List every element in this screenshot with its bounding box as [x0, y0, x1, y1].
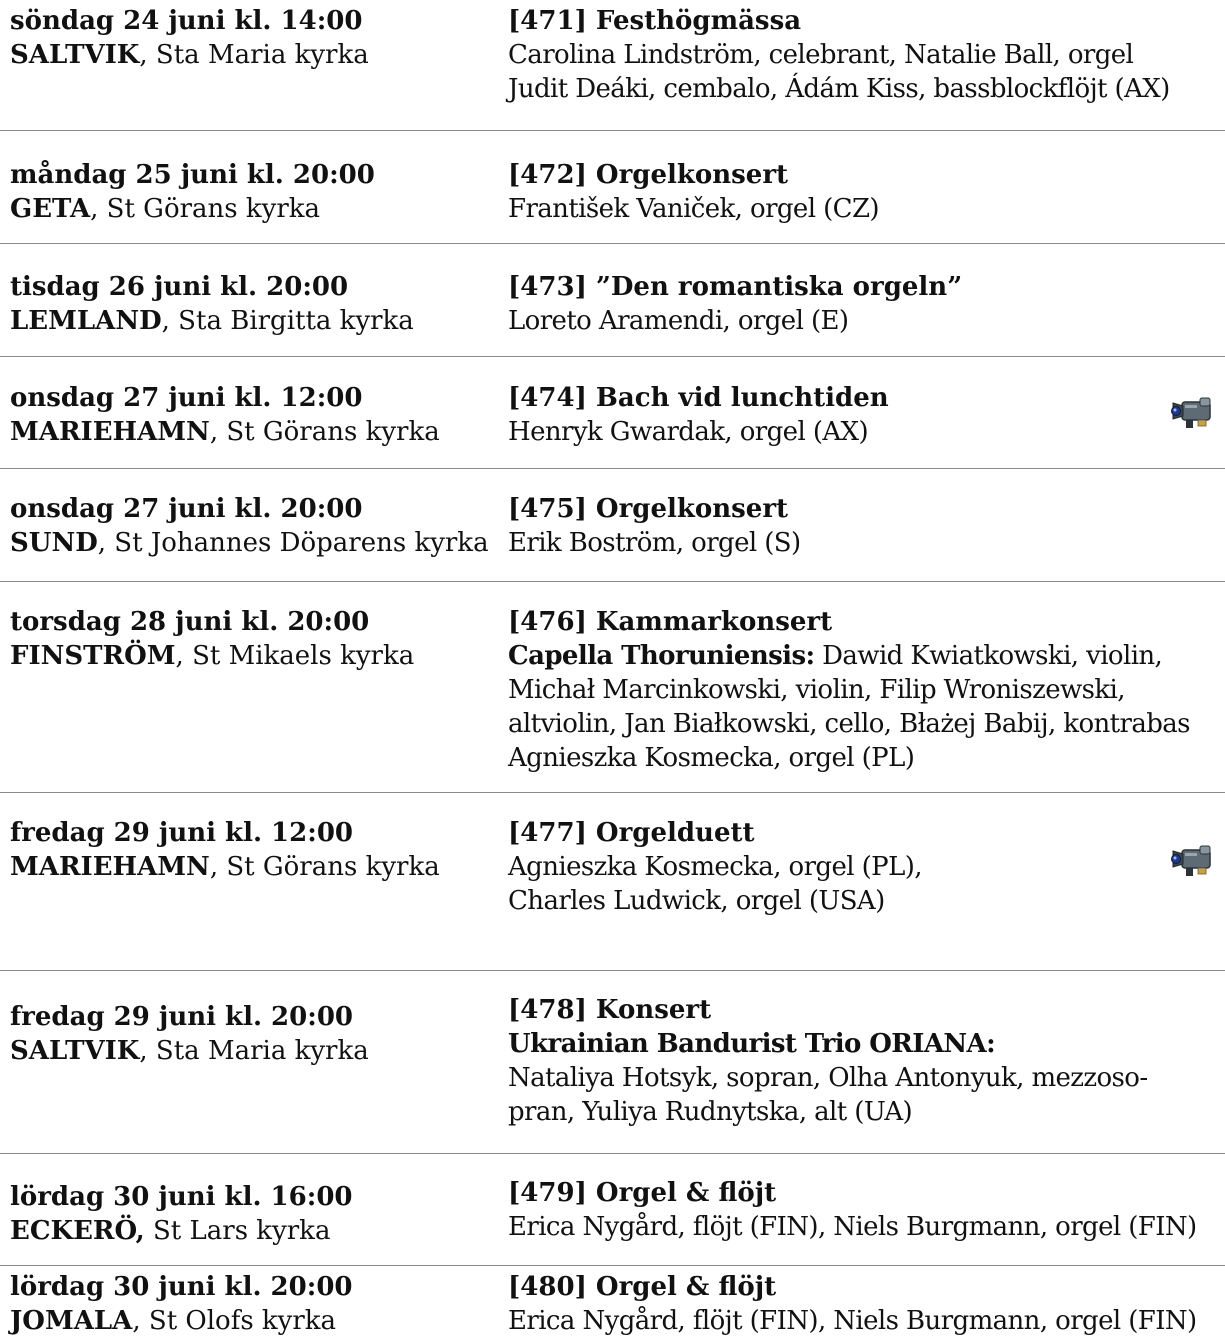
event-date: lördag 30 juni kl. 16:00: [10, 1182, 353, 1212]
event-title: [475] Orgelkonsert: [508, 494, 789, 524]
performer-line: altviolin, Jan Białkowski, cello, Błażej Babij, kontrabas: [508, 709, 1190, 739]
event-details: [508, 270, 1225, 338]
ensemble-name: Capella Thoruniensis:: [508, 641, 815, 671]
performer-line: Judit Deáki, cembalo, Ádám Kiss, bassblockflöjt (AX): [508, 74, 1170, 104]
performer-line: Agnieszka Kosmecka, orgel (PL): [508, 743, 915, 773]
event-church: , Sta Birgitta kyrka: [161, 306, 414, 336]
performer-line: Erica Nygård, flöjt (FIN), Niels Burgmann, orgel (FIN): [508, 1306, 1197, 1336]
event-when-where: [10, 605, 500, 673]
event-title: [473] ”Den romantiska orgeln”: [508, 272, 963, 302]
performer-line: [508, 639, 1225, 673]
performer-line: Michał Marcinkowski, violin, Filip Wroniszewski,: [508, 675, 1125, 705]
event-town: LEMLAND: [10, 306, 162, 336]
event-date: onsdag 27 juni kl. 20:00: [10, 494, 363, 524]
event-divider: [0, 1265, 1225, 1266]
event-divider: [0, 356, 1225, 357]
event-title: [480] Orgel & flöjt: [508, 1272, 777, 1302]
event-church: , St Johannes Döparens kyrka: [97, 528, 489, 558]
event-venue: [10, 526, 500, 560]
performer-line: Carolina Lindström, celebrant, Natalie Ball, orgel: [508, 40, 1134, 70]
event-church: , St Mikaels kyrka: [175, 641, 415, 671]
video-camera-icon: [1170, 836, 1216, 882]
event-date: fredag 29 juni kl. 20:00: [10, 1002, 354, 1032]
performer-line: Nataliya Hotsyk, sopran, Olha Antonyuk, mezzoso-: [508, 1063, 1148, 1093]
performer-line: Erica Nygård, flöjt (FIN), Niels Burgmann, orgel (FIN): [508, 1212, 1197, 1242]
event-date: onsdag 27 juni kl. 12:00: [10, 383, 363, 413]
event-when-where: [10, 158, 500, 226]
event-town: GETA: [10, 194, 91, 224]
event-date: torsdag 28 juni kl. 20:00: [10, 607, 370, 637]
event-date: måndag 25 juni kl. 20:00: [10, 160, 375, 190]
event-divider: [0, 1153, 1225, 1154]
event-details: [508, 816, 1225, 918]
event-date: fredag 29 juni kl. 12:00: [10, 818, 354, 848]
event-details: [508, 605, 1225, 775]
event-title: [472] Orgelkonsert: [508, 160, 789, 190]
event-town: ECKERÖ,: [10, 1216, 145, 1246]
event-details: [508, 993, 1225, 1129]
event-venue: [10, 192, 500, 226]
event-venue: [10, 1214, 500, 1248]
event-divider: [0, 130, 1225, 131]
event-details: [508, 158, 1225, 226]
event-when-where: [10, 1000, 500, 1068]
event-church: , Sta Maria kyrka: [139, 40, 369, 70]
event-venue: [10, 38, 500, 72]
event-date: tisdag 26 juni kl. 20:00: [10, 272, 349, 302]
event-divider: [0, 581, 1225, 582]
event-details: [508, 381, 1225, 449]
event-details: [508, 1270, 1225, 1338]
event-church: , St Görans kyrka: [209, 852, 440, 882]
performer-line: František Vaniček, orgel (CZ): [508, 194, 879, 224]
event-when-where: [10, 270, 500, 338]
event-title: [478] Konsert: [508, 995, 712, 1025]
event-details: [508, 492, 1225, 560]
event-town: JOMALA: [10, 1306, 133, 1336]
event-town: MARIEHAMN: [10, 852, 210, 882]
event-venue: [10, 639, 500, 673]
event-church: , Sta Maria kyrka: [139, 1036, 369, 1066]
event-details: [508, 1176, 1225, 1244]
event-title: [471] Festhögmässa: [508, 6, 802, 36]
event-town: FINSTRÖM: [10, 641, 176, 671]
event-divider: [0, 792, 1225, 793]
event-divider: [0, 468, 1225, 469]
ensemble-name: Ukrainian Bandurist Trio ORIANA:: [508, 1029, 996, 1059]
event-town: SALTVIK: [10, 40, 140, 70]
performer-line: Charles Ludwick, orgel (USA): [508, 886, 885, 916]
event-church: , St Olofs kyrka: [132, 1306, 337, 1336]
event-venue: [10, 415, 500, 449]
event-title: [476] Kammarkonsert: [508, 607, 833, 637]
event-when-where: [10, 381, 500, 449]
event-date: söndag 24 juni kl. 14:00: [10, 6, 363, 36]
event-divider: [0, 243, 1225, 244]
performer-text: Dawid Kwiatkowski, violin,: [814, 641, 1163, 671]
event-date: lördag 30 juni kl. 20:00: [10, 1272, 353, 1302]
event-venue: [10, 1034, 500, 1068]
event-church: St Lars kyrka: [144, 1216, 331, 1246]
event-town: SUND: [10, 528, 98, 558]
event-church: , St Görans kyrka: [209, 417, 440, 447]
event-title: [474] Bach vid lunchtiden: [508, 383, 889, 413]
event-when-where: [10, 492, 500, 560]
performer-line: Erik Boström, orgel (S): [508, 528, 801, 558]
event-town: MARIEHAMN: [10, 417, 210, 447]
video-camera-icon: [1170, 388, 1216, 434]
event-church: , St Görans kyrka: [90, 194, 321, 224]
event-when-where: [10, 1270, 500, 1338]
event-details: [508, 4, 1225, 106]
event-title: [477] Orgelduett: [508, 818, 755, 848]
event-title: [479] Orgel & flöjt: [508, 1178, 777, 1208]
performer-line: Loreto Aramendi, orgel (E): [508, 306, 849, 336]
performer-line: Henryk Gwardak, orgel (AX): [508, 417, 868, 447]
event-town: SALTVIK: [10, 1036, 140, 1066]
event-when-where: [10, 4, 500, 72]
performer-line: Agnieszka Kosmecka, orgel (PL),: [508, 852, 922, 882]
event-venue: [10, 1304, 500, 1338]
event-venue: [10, 850, 500, 884]
event-venue: [10, 304, 500, 338]
event-divider: [0, 970, 1225, 971]
event-when-where: [10, 816, 500, 884]
performer-line: pran, Yuliya Rudnytska, alt (UA): [508, 1097, 913, 1127]
event-when-where: [10, 1180, 500, 1248]
